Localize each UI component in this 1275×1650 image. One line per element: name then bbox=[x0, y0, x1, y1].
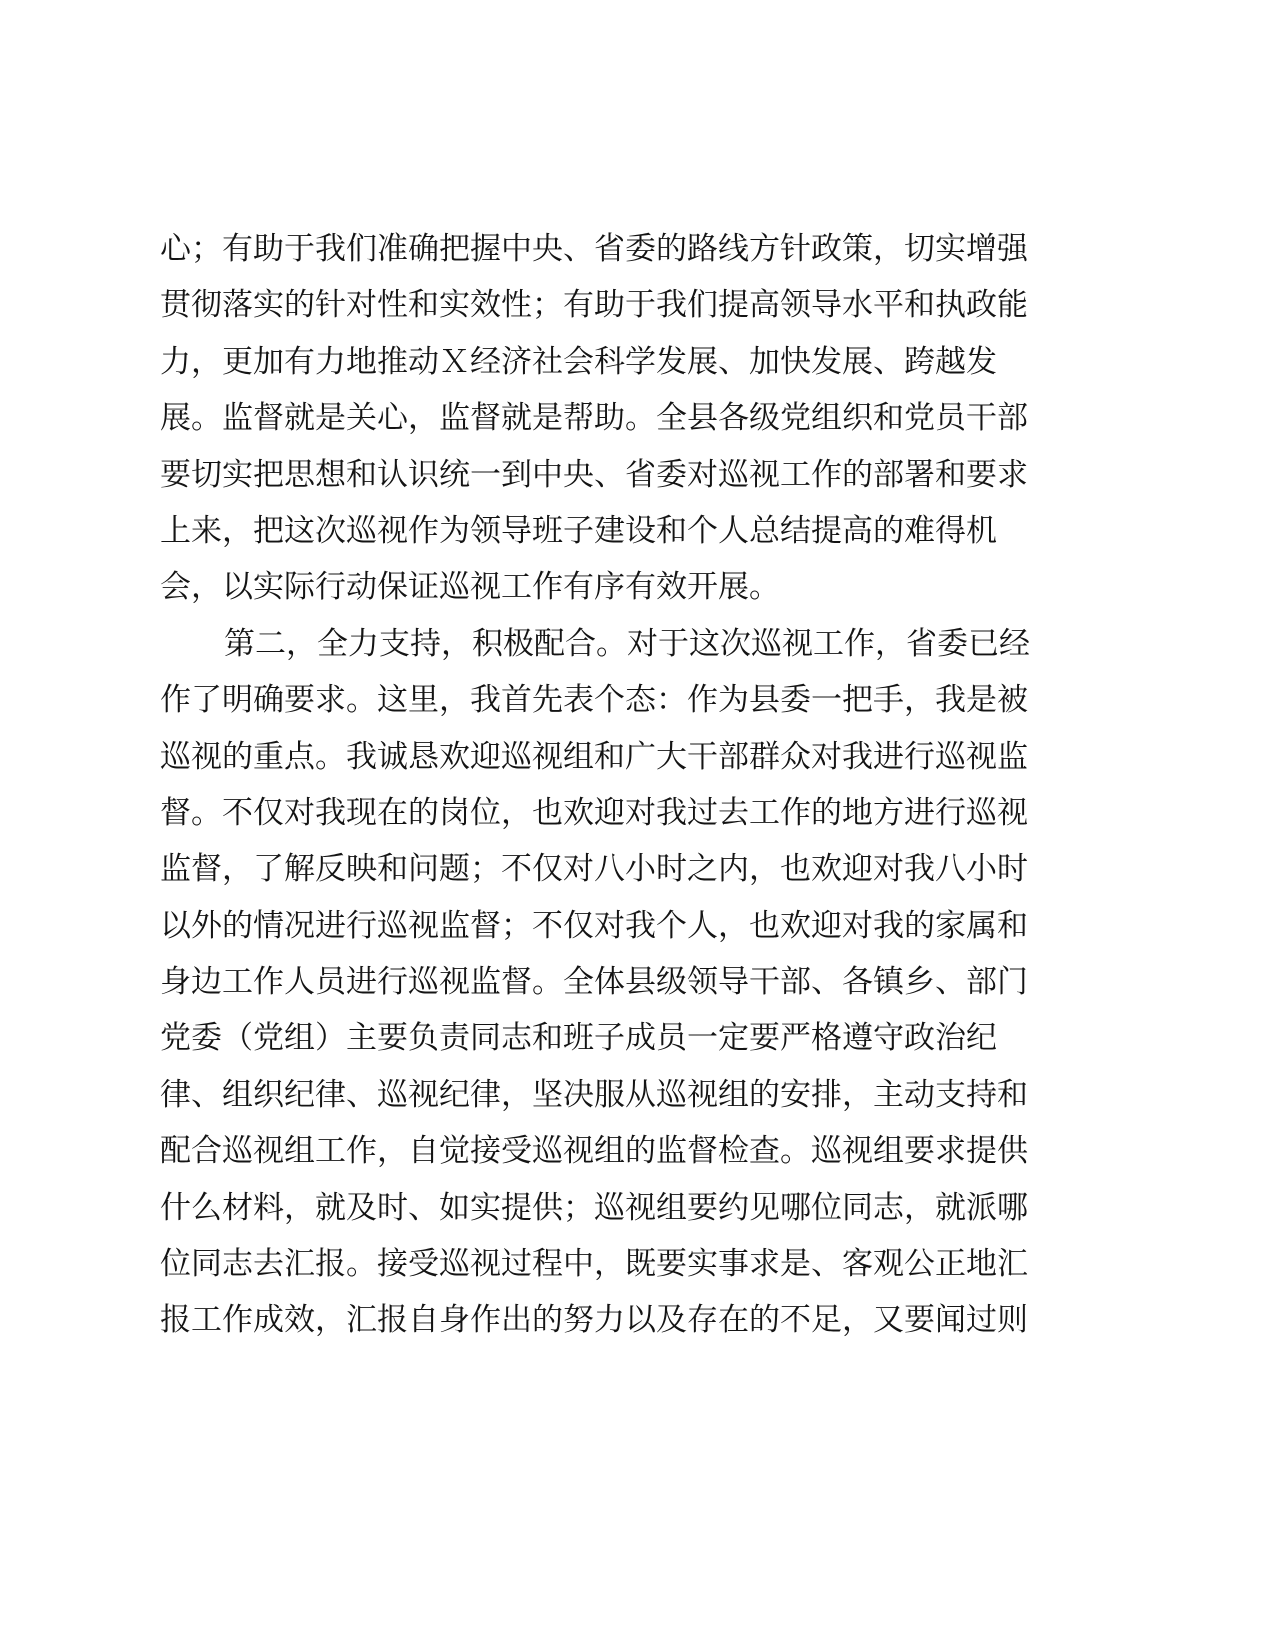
text-line: 律、组织纪律、巡视纪律，坚决服从巡视组的安排，主动支持和 bbox=[160, 1076, 1028, 1113]
text-line: 身边工作人员进行巡视监督。全体县级领导干部、各镇乡、部门 bbox=[160, 964, 1028, 1001]
text-line: 上来，把这次巡视作为领导班子建设和个人总结提高的难得机 bbox=[160, 512, 997, 549]
text-line: 贯彻落实的针对性和实效性；有助于我们提高领导水平和执政能 bbox=[160, 287, 1028, 324]
body-text bbox=[160, 221, 1120, 1349]
text-line: 监督，了解反映和问题；不仅对八小时之内，也欢迎对我八小时 bbox=[160, 851, 1028, 888]
text-line: 巡视的重点。我诚恳欢迎巡视组和广大干部群众对我进行巡视监 bbox=[160, 738, 1028, 775]
text-line: 配合巡视组工作，自觉接受巡视组的监督检查。巡视组要求提供 bbox=[160, 1133, 1028, 1170]
text-line: 什么材料，就及时、如实提供；巡视组要约见哪位同志，就派哪 bbox=[160, 1189, 1028, 1226]
text-line: 报工作成效，汇报自身作出的努力以及存在的不足，又要闻过则 bbox=[160, 1302, 1028, 1339]
text-line: 位同志去汇报。接受巡视过程中，既要实事求是、客观公正地汇 bbox=[160, 1246, 1028, 1283]
text-line: 力，更加有力地推动Ｘ经济社会科学发展、加快发展、跨越发 bbox=[160, 343, 997, 380]
text-line: 会，以实际行动保证巡视工作有序有效开展。 bbox=[160, 569, 780, 606]
text-line: 以外的情况进行巡视监督；不仅对我个人，也欢迎对我的家属和 bbox=[160, 907, 1028, 944]
text-line: 督。不仅对我现在的岗位，也欢迎对我过去工作的地方进行巡视 bbox=[160, 794, 1028, 831]
paragraph-first-line: 第二，全力支持，积极配合。对于这次巡视工作，省委已经 bbox=[224, 625, 1030, 662]
text-line: 作了明确要求。这里，我首先表个态：作为县委一把手，我是被 bbox=[160, 682, 1028, 719]
text-line: 展。监督就是关心，监督就是帮助。全县各级党组织和党员干部 bbox=[160, 400, 1028, 437]
text-line: 党委（党组）主要负责同志和班子成员一定要严格遵守政治纪 bbox=[160, 1020, 997, 1057]
text-line: 心；有助于我们准确把握中央、省委的路线方针政策，切实增强 bbox=[160, 231, 1028, 267]
text-line: 要切实把思想和认识统一到中央、省委对巡视工作的部署和要求 bbox=[160, 456, 1028, 493]
